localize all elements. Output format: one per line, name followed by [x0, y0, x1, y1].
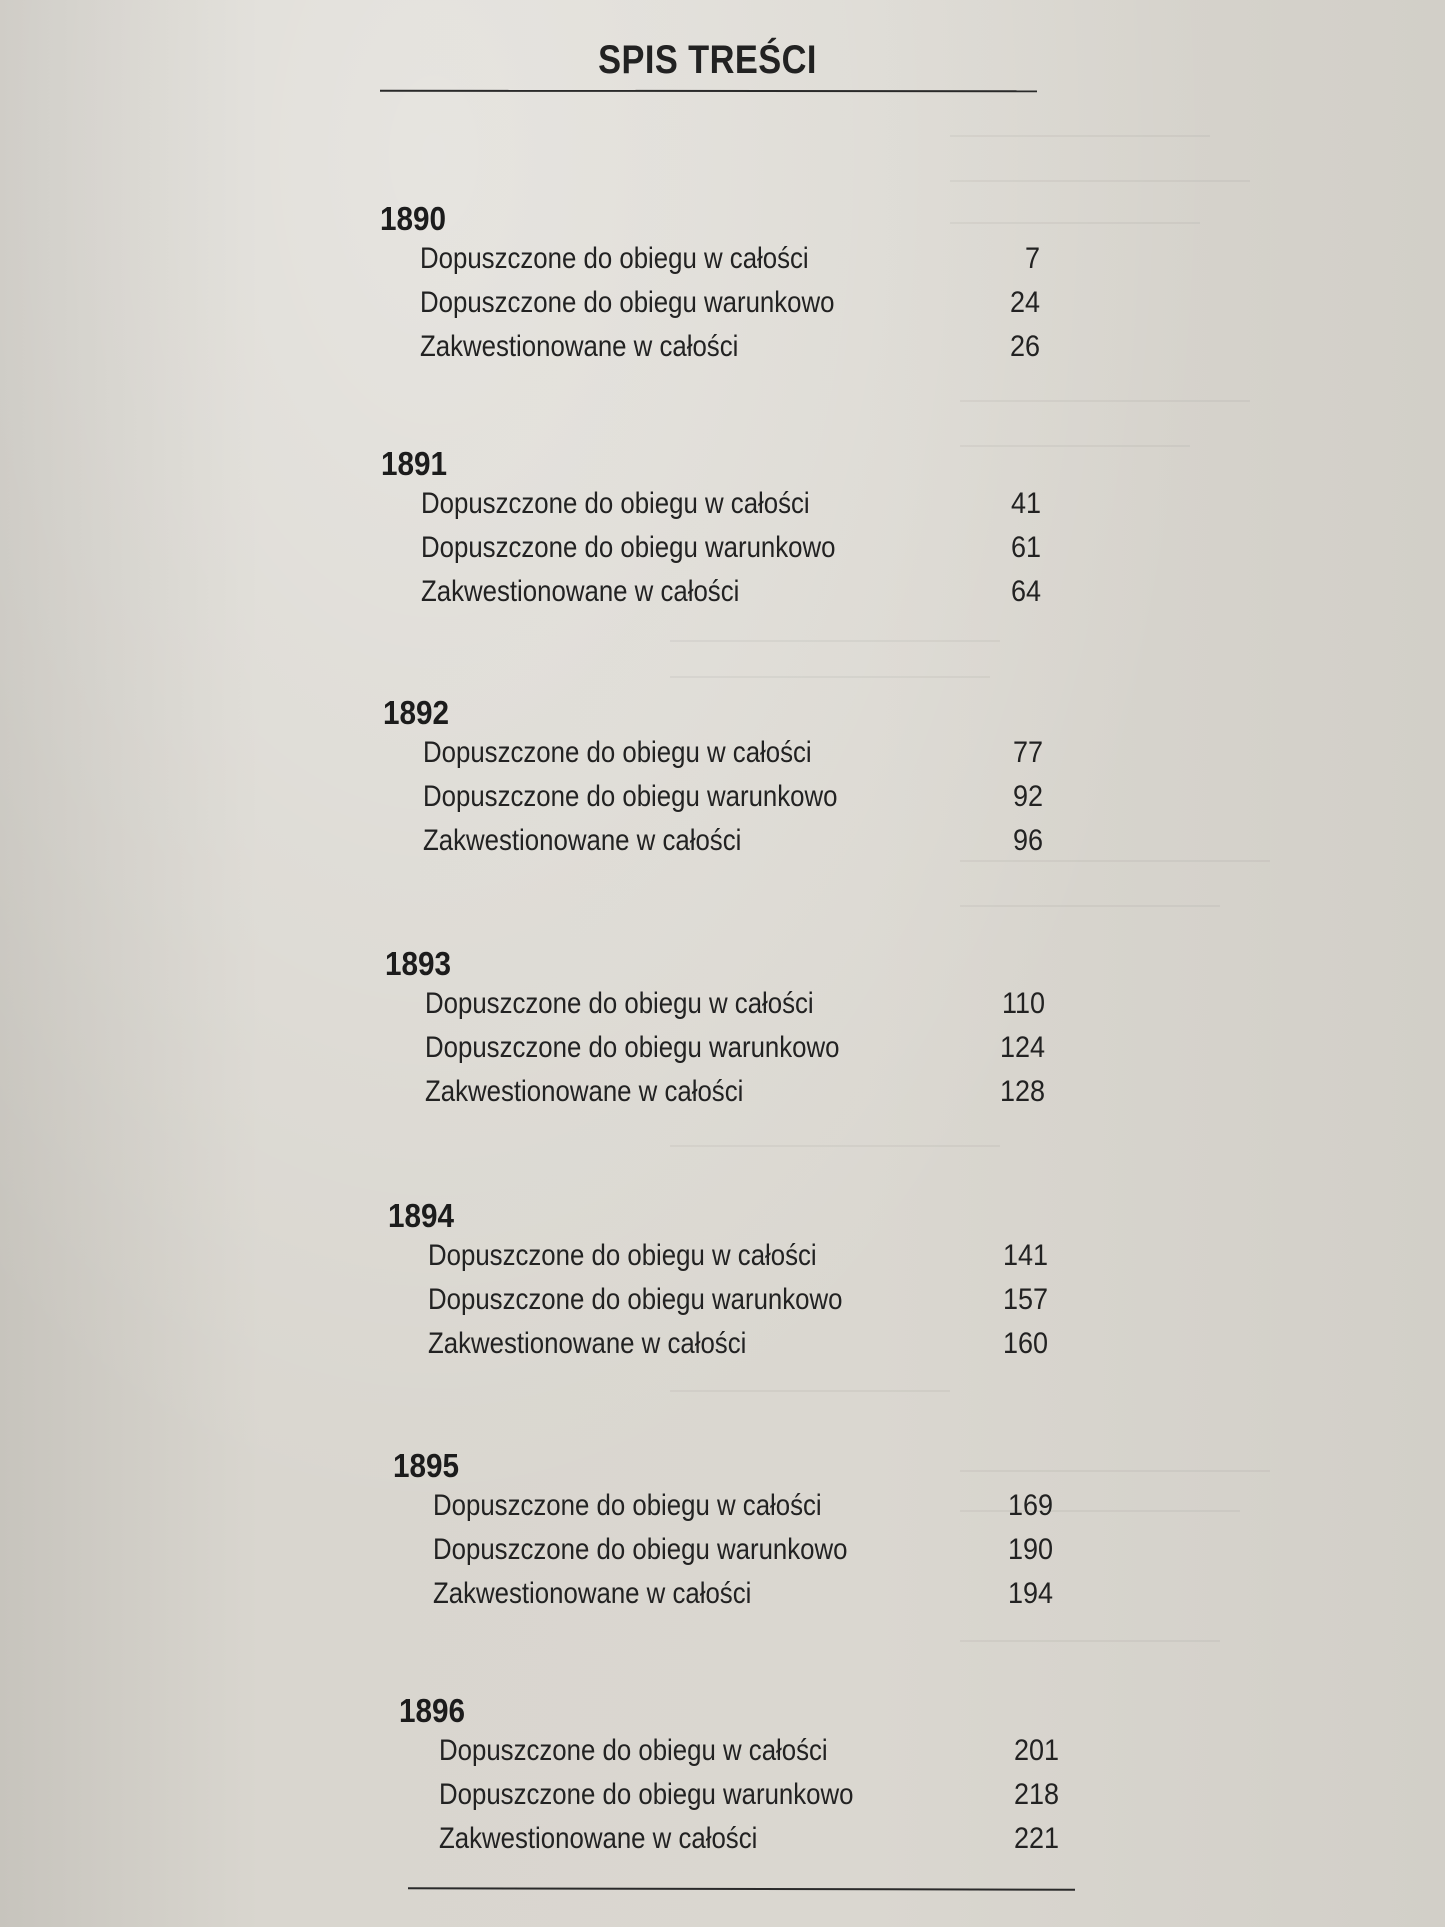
entry-page-number: 61 — [1010, 531, 1041, 564]
entry-page-number: 157 — [1002, 1283, 1048, 1316]
entry-label: Dopuszczone do obiegu w całości — [420, 242, 809, 275]
entry-page-number: 92 — [1012, 780, 1043, 813]
entry-page-number: 41 — [1010, 487, 1041, 520]
entry-page-number: 64 — [1010, 575, 1041, 608]
entry-label: Zakwestionowane w całości — [423, 824, 742, 857]
toc-entry — [421, 487, 1041, 527]
section-year: 1896 — [399, 1692, 466, 1729]
entry-page-number: 218 — [1013, 1778, 1059, 1811]
entry-label: Dopuszczone do obiegu w całości — [428, 1239, 817, 1272]
entry-label: Zakwestionowane w całości — [428, 1327, 747, 1360]
entry-page-number: 221 — [1013, 1822, 1059, 1855]
entry-label: Dopuszczone do obiegu warunkowo — [423, 780, 838, 813]
section-year: 1892 — [383, 694, 450, 731]
entry-page-number: 77 — [1012, 736, 1043, 769]
entry-page-number: 141 — [1002, 1239, 1048, 1272]
entry-page-number: 7 — [1024, 242, 1040, 275]
entry-page-number: 201 — [1013, 1734, 1059, 1767]
title-underline — [380, 90, 1037, 93]
entry-label: Dopuszczone do obiegu warunkowo — [420, 286, 835, 319]
entry-page-number: 194 — [1007, 1577, 1053, 1610]
toc-entry — [439, 1822, 1059, 1862]
toc-entry — [420, 330, 1040, 370]
entry-page-number: 128 — [999, 1075, 1045, 1108]
toc-entry — [428, 1283, 1048, 1323]
entry-label: Dopuszczone do obiegu w całości — [425, 987, 814, 1020]
entry-label: Dopuszczone do obiegu warunkowo — [428, 1283, 843, 1316]
entry-label: Dopuszczone do obiegu w całości — [421, 487, 810, 520]
toc-entry — [433, 1533, 1053, 1573]
toc-entry — [423, 736, 1043, 776]
entry-page-number: 26 — [1009, 330, 1040, 363]
entry-label: Zakwestionowane w całości — [420, 330, 739, 363]
toc-entry — [420, 242, 1040, 282]
toc-entry — [433, 1489, 1053, 1529]
entry-label: Dopuszczone do obiegu warunkowo — [421, 531, 836, 564]
entry-label: Dopuszczone do obiegu warunkowo — [425, 1031, 840, 1064]
toc-entry — [428, 1327, 1048, 1367]
entry-label: Zakwestionowane w całości — [421, 575, 740, 608]
entry-label: Zakwestionowane w całości — [433, 1577, 752, 1610]
toc-entry — [420, 286, 1040, 326]
entry-label: Dopuszczone do obiegu w całości — [433, 1489, 822, 1522]
entry-page-number: 24 — [1009, 286, 1040, 319]
entry-page-number: 110 — [1001, 987, 1045, 1020]
section-year: 1895 — [393, 1447, 460, 1484]
entry-page-number: 160 — [1002, 1327, 1048, 1360]
toc-entry — [421, 531, 1041, 571]
page-title: SPIS TREŚCI — [598, 38, 817, 82]
toc-entry — [425, 1075, 1045, 1115]
toc-entry — [439, 1778, 1059, 1818]
toc-entry — [439, 1734, 1059, 1774]
bottom-rule — [408, 1887, 1075, 1890]
toc-entry — [428, 1239, 1048, 1279]
toc-entry — [425, 1031, 1045, 1071]
toc-entry — [423, 824, 1043, 864]
section-year: 1894 — [388, 1197, 455, 1234]
entry-label: Dopuszczone do obiegu warunkowo — [433, 1533, 848, 1566]
toc-entry — [423, 780, 1043, 820]
entry-label: Dopuszczone do obiegu warunkowo — [439, 1778, 854, 1811]
entry-label: Dopuszczone do obiegu w całości — [423, 736, 812, 769]
entry-page-number: 96 — [1012, 824, 1043, 857]
section-year: 1893 — [385, 945, 452, 982]
entry-label: Zakwestionowane w całości — [425, 1075, 744, 1108]
section-year: 1891 — [381, 445, 448, 482]
entry-label: Zakwestionowane w całości — [439, 1822, 758, 1855]
toc-entry — [421, 575, 1041, 615]
entry-page-number: 190 — [1007, 1533, 1053, 1566]
toc-entry — [425, 987, 1045, 1027]
entry-page-number: 169 — [1007, 1489, 1053, 1522]
entry-label: Dopuszczone do obiegu w całości — [439, 1734, 828, 1767]
toc-entry — [433, 1577, 1053, 1617]
section-year: 1890 — [380, 200, 447, 237]
entry-page-number: 124 — [999, 1031, 1045, 1064]
